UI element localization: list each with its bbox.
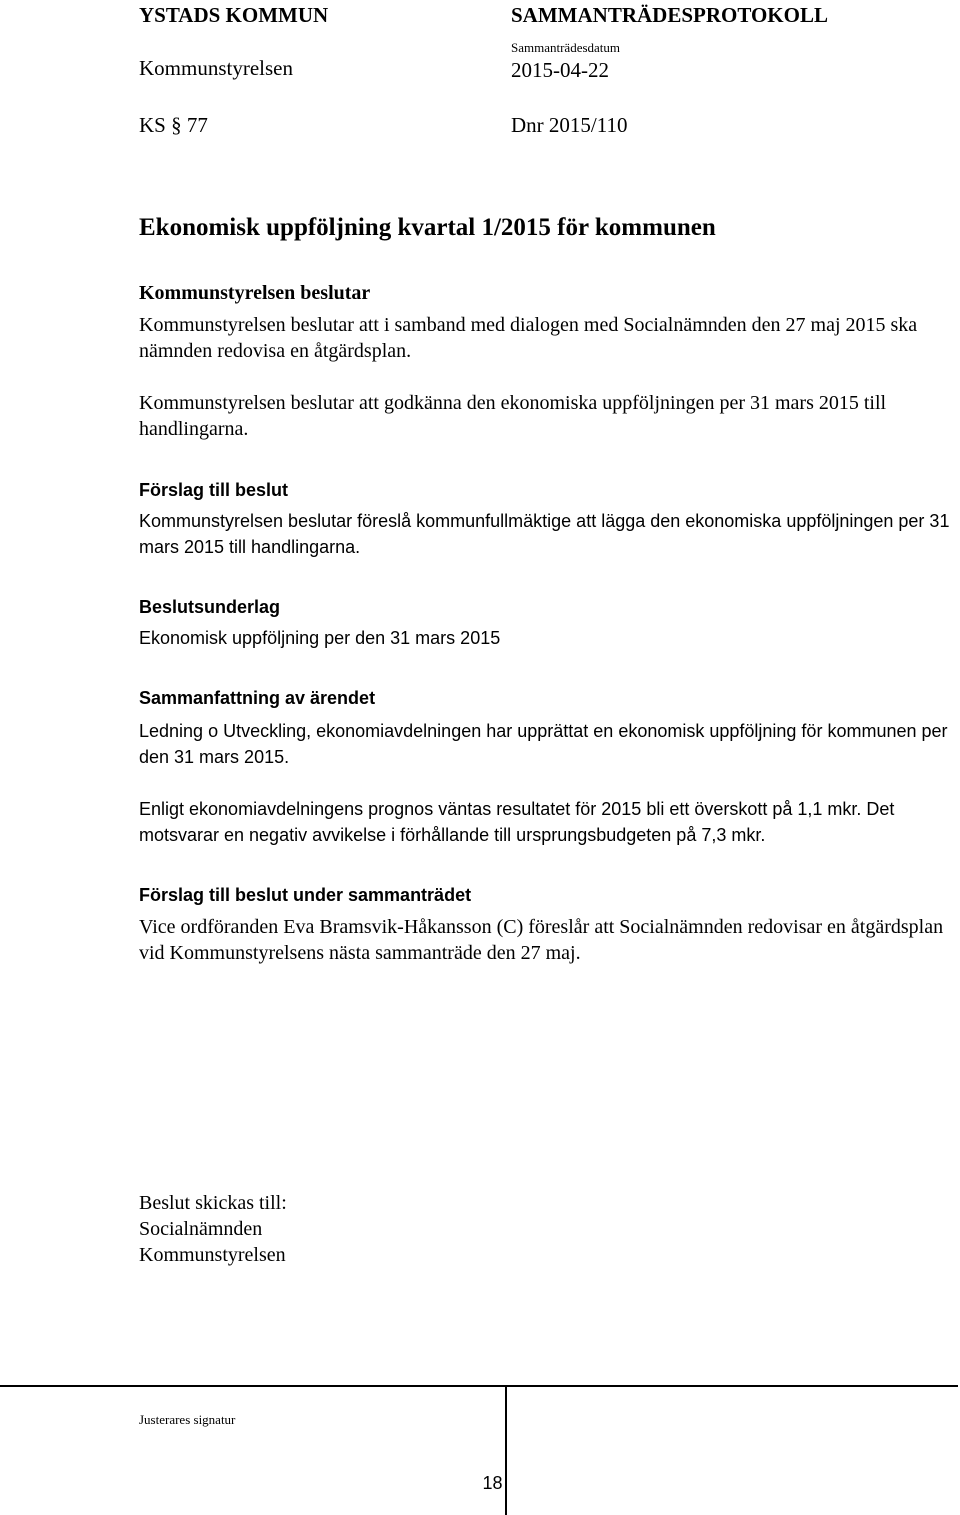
sent-to-block [139, 1190, 287, 1268]
diary-number: Dnr 2015/110 [511, 113, 628, 137]
board-name: Kommunstyrelsen [139, 56, 293, 80]
sent-to-label: Beslut skickas till: [139, 1192, 287, 1214]
case-number: KS § 77 [139, 113, 208, 137]
recipient-item: Kommunstyrelsen [139, 1244, 286, 1266]
decision-paragraph: Kommunstyrelsen beslutar att godkänna den ekonomiska uppföljningen per 31 mars 2015 till handlingarna. [139, 392, 887, 440]
signature-label: Justerares signatur [139, 1412, 236, 1427]
meeting-proposal-heading: Förslag till beslut under sammanträdet [139, 885, 472, 905]
meeting-date: 2015-04-22 [511, 58, 609, 82]
meeting-proposal-text: Vice ordföranden Eva Bramsvik-Håkansson (C) föreslår att Socialnämnden redovisar en åtgärdsplan vid Kommunstyrelsens nästa sammanträde den 27 maj. [139, 916, 944, 964]
recipient-item: Socialnämnden [139, 1218, 263, 1240]
municipality-name: YSTADS KOMMUN [139, 3, 329, 27]
protocol-title: SAMMANTRÄDESPROTOKOLL [511, 3, 828, 27]
summary-heading: Sammanfattning av ärendet [139, 688, 376, 708]
meeting-date-label: Sammanträdesdatum [511, 40, 621, 55]
summary-paragraph: Ledning o Utveckling, ekonomiavdelningen har upprättat en ekonomisk uppföljning för kommunen per den 31 mars 2015. [139, 721, 948, 767]
decision-paragraph: Kommunstyrelsen beslutar att i samband med dialogen med Socialnämnden den 27 maj 2015 ska nämnden redovisa en åtgärdsplan. [139, 314, 918, 362]
document-title: Ekonomisk uppföljning kvartal 1/2015 för kommunen [139, 214, 716, 241]
decision-heading: Kommunstyrelsen beslutar [139, 282, 371, 304]
page-number: 18 [482, 1473, 503, 1493]
summary-paragraph: Enligt ekonomiavdelningens prognos väntas resultatet för 2015 bli ett överskott på 1,1 mkr. Det motsvarar en negativ avvikelse i förhållande till ursprungsbudgeten på 7,3 mkr. [139, 799, 895, 845]
basis-text: Ekonomisk uppföljning per den 31 mars 2015 [139, 628, 501, 648]
basis-heading: Beslutsunderlag [139, 597, 281, 617]
proposal-heading: Förslag till beslut [139, 480, 289, 500]
signature-box [505, 1386, 960, 1515]
proposal-text: Kommunstyrelsen beslutar föreslå kommunfullmäktige att lägga den ekonomiska uppföljningen per 31 mars 2015 till handlingarna. [139, 511, 950, 557]
